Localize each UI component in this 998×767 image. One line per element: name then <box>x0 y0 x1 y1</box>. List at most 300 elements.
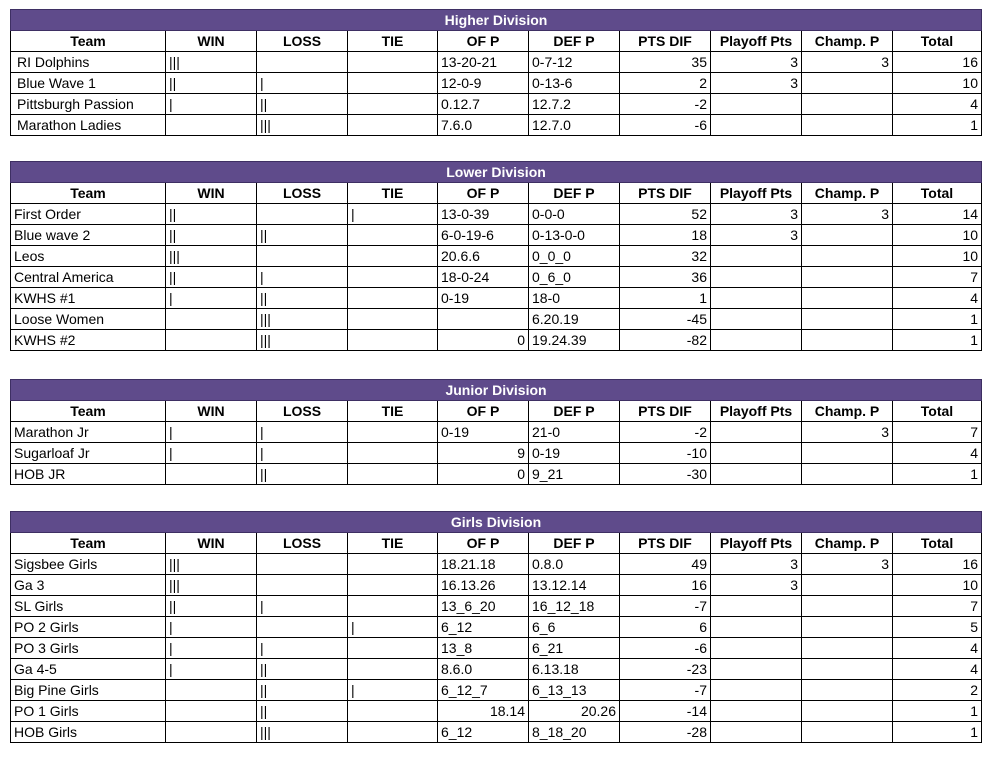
stat-cell: -30 <box>620 464 711 485</box>
stat-cell: 21-0 <box>529 422 620 443</box>
stat-cell: 16 <box>620 575 711 596</box>
stat-cell <box>166 722 257 743</box>
stat-cell <box>348 722 438 743</box>
stat-cell <box>802 443 893 464</box>
stat-cell: || <box>166 204 257 225</box>
column-header: Team <box>11 533 166 554</box>
column-header: Playoff Pts <box>711 183 802 204</box>
division-section <box>10 161 981 351</box>
column-header: OF P <box>438 183 529 204</box>
stat-cell: 12-0-9 <box>438 73 529 94</box>
stat-cell: | <box>257 422 348 443</box>
stat-cell <box>711 309 802 330</box>
column-header: PTS DIF <box>620 401 711 422</box>
stat-cell: 5 <box>893 617 982 638</box>
stat-cell: 3 <box>711 73 802 94</box>
column-header: DEF P <box>529 31 620 52</box>
team-name-cell: RI Dolphins <box>11 52 166 73</box>
division-table <box>10 161 982 351</box>
stat-cell <box>711 617 802 638</box>
stat-cell: 6 <box>620 617 711 638</box>
stat-cell: ||| <box>257 115 348 136</box>
stat-cell: 35 <box>620 52 711 73</box>
stat-cell <box>348 309 438 330</box>
stat-cell: || <box>166 267 257 288</box>
stat-cell: 2 <box>893 680 982 701</box>
stat-cell: 0-0-0 <box>529 204 620 225</box>
stat-cell: 14 <box>893 204 982 225</box>
stat-cell: 6_6 <box>529 617 620 638</box>
column-header: WIN <box>166 183 257 204</box>
stat-cell: 1 <box>620 288 711 309</box>
stat-cell: 36 <box>620 267 711 288</box>
table-row <box>11 309 982 330</box>
stat-cell <box>348 330 438 351</box>
stat-cell: 18.21.18 <box>438 554 529 575</box>
stat-cell: 20.6.6 <box>438 246 529 267</box>
stat-cell: 10 <box>893 225 982 246</box>
division-title: Girls Division <box>11 512 982 533</box>
stat-cell: 7 <box>893 422 982 443</box>
stat-cell: 6.13.18 <box>529 659 620 680</box>
stat-cell <box>711 246 802 267</box>
stat-cell: ||| <box>166 246 257 267</box>
table-row <box>11 722 982 743</box>
stat-cell: 6_12 <box>438 722 529 743</box>
stat-cell <box>802 722 893 743</box>
stat-cell <box>711 330 802 351</box>
stat-cell: ||| <box>257 330 348 351</box>
team-name-cell: Blue Wave 1 <box>11 73 166 94</box>
stat-cell: -14 <box>620 701 711 722</box>
header-row <box>11 183 982 204</box>
stat-cell: | <box>257 73 348 94</box>
stat-cell: || <box>257 680 348 701</box>
column-header: DEF P <box>529 533 620 554</box>
stat-cell: 19.24.39 <box>529 330 620 351</box>
team-name-cell: First Order <box>11 204 166 225</box>
table-row <box>11 330 982 351</box>
column-header: Total <box>893 31 982 52</box>
column-header: TIE <box>348 401 438 422</box>
stat-cell: 13_6_20 <box>438 596 529 617</box>
stat-cell: 16 <box>893 554 982 575</box>
team-name-cell: PO 2 Girls <box>11 617 166 638</box>
stat-cell <box>711 443 802 464</box>
stat-cell: 4 <box>893 659 982 680</box>
stat-cell: ||| <box>257 309 348 330</box>
stat-cell <box>166 309 257 330</box>
stat-cell: 13-20-21 <box>438 52 529 73</box>
stat-cell <box>802 701 893 722</box>
stat-cell <box>802 246 893 267</box>
stat-cell: 16_12_18 <box>529 596 620 617</box>
stat-cell: 8.6.0 <box>438 659 529 680</box>
stat-cell <box>348 659 438 680</box>
column-header: LOSS <box>257 31 348 52</box>
column-header: PTS DIF <box>620 533 711 554</box>
stat-cell <box>348 73 438 94</box>
stat-cell <box>438 309 529 330</box>
stat-cell: | <box>166 659 257 680</box>
team-name-cell: Sigsbee Girls <box>11 554 166 575</box>
stat-cell <box>802 680 893 701</box>
column-header: Total <box>893 401 982 422</box>
stat-cell: -45 <box>620 309 711 330</box>
stat-cell <box>802 638 893 659</box>
stat-cell <box>348 443 438 464</box>
division-table <box>10 379 982 485</box>
table-row <box>11 267 982 288</box>
stat-cell <box>711 722 802 743</box>
team-name-cell: Leos <box>11 246 166 267</box>
stat-cell: | <box>257 638 348 659</box>
stat-cell: 12.7.0 <box>529 115 620 136</box>
team-name-cell: Big Pine Girls <box>11 680 166 701</box>
stat-cell: 16.13.26 <box>438 575 529 596</box>
team-name-cell: Blue wave 2 <box>11 225 166 246</box>
division-title: Junior Division <box>11 380 982 401</box>
stat-cell: 4 <box>893 288 982 309</box>
stat-cell: 0-7-12 <box>529 52 620 73</box>
table-row <box>11 554 982 575</box>
column-header: TIE <box>348 183 438 204</box>
stat-cell: | <box>348 204 438 225</box>
stat-cell <box>348 52 438 73</box>
stat-cell: 18.14 <box>438 701 529 722</box>
stat-cell: 10 <box>893 73 982 94</box>
stat-cell: 0.12.7 <box>438 94 529 115</box>
column-header: Champ. P <box>802 401 893 422</box>
division-table <box>10 9 982 136</box>
table-row <box>11 443 982 464</box>
stat-cell: -10 <box>620 443 711 464</box>
stat-cell: ||| <box>257 722 348 743</box>
stat-cell: 3 <box>711 204 802 225</box>
stat-cell: 1 <box>893 330 982 351</box>
table-row <box>11 680 982 701</box>
division-title: Higher Division <box>11 10 982 31</box>
team-name-cell: KWHS #1 <box>11 288 166 309</box>
stat-cell: || <box>257 701 348 722</box>
stat-cell: 49 <box>620 554 711 575</box>
table-row <box>11 464 982 485</box>
stat-cell: || <box>257 225 348 246</box>
table-row <box>11 52 982 73</box>
column-header: WIN <box>166 533 257 554</box>
stat-cell: || <box>166 73 257 94</box>
stat-cell <box>348 701 438 722</box>
stat-cell <box>711 115 802 136</box>
stat-cell <box>348 422 438 443</box>
stat-cell: | <box>348 617 438 638</box>
stat-cell: -7 <box>620 680 711 701</box>
stat-cell <box>348 596 438 617</box>
stat-cell: ||| <box>166 575 257 596</box>
stat-cell: | <box>166 422 257 443</box>
stat-cell: -2 <box>620 94 711 115</box>
division-table <box>10 511 982 743</box>
team-name-cell: HOB Girls <box>11 722 166 743</box>
stat-cell: 0.8.0 <box>529 554 620 575</box>
table-row <box>11 701 982 722</box>
table-row <box>11 204 982 225</box>
team-name-cell: Sugarloaf Jr <box>11 443 166 464</box>
team-name-cell: Loose Women <box>11 309 166 330</box>
stat-cell: ||| <box>166 52 257 73</box>
stat-cell: 1 <box>893 115 982 136</box>
stat-cell: || <box>166 225 257 246</box>
team-name-cell: Marathon Ladies <box>11 115 166 136</box>
stat-cell: -2 <box>620 422 711 443</box>
column-header: Champ. P <box>802 533 893 554</box>
stat-cell: 6_12 <box>438 617 529 638</box>
column-header: Team <box>11 183 166 204</box>
column-header: Total <box>893 533 982 554</box>
stat-cell: 3 <box>802 422 893 443</box>
stat-cell: 0-19 <box>529 443 620 464</box>
column-header: Champ. P <box>802 183 893 204</box>
stat-cell: -82 <box>620 330 711 351</box>
stat-cell <box>348 225 438 246</box>
stat-cell: 18-0 <box>529 288 620 309</box>
stat-cell <box>257 575 348 596</box>
stat-cell <box>348 115 438 136</box>
stat-cell <box>711 288 802 309</box>
column-header: Team <box>11 31 166 52</box>
stat-cell <box>802 659 893 680</box>
stat-cell: -7 <box>620 596 711 617</box>
column-header: LOSS <box>257 533 348 554</box>
table-row <box>11 617 982 638</box>
column-header: PTS DIF <box>620 183 711 204</box>
stat-cell: 18 <box>620 225 711 246</box>
stat-cell: 1 <box>893 722 982 743</box>
stat-cell <box>802 73 893 94</box>
stat-cell: -6 <box>620 115 711 136</box>
stat-cell <box>166 680 257 701</box>
team-name-cell: SL Girls <box>11 596 166 617</box>
header-row <box>11 533 982 554</box>
team-name-cell: PO 3 Girls <box>11 638 166 659</box>
stat-cell: 10 <box>893 246 982 267</box>
stat-cell: || <box>257 659 348 680</box>
stat-cell: 3 <box>802 204 893 225</box>
stat-cell: 10 <box>893 575 982 596</box>
stat-cell <box>711 638 802 659</box>
stat-cell: 3 <box>711 575 802 596</box>
stat-cell <box>711 701 802 722</box>
stat-cell <box>257 617 348 638</box>
stat-cell: 13-0-39 <box>438 204 529 225</box>
stat-cell <box>711 596 802 617</box>
stat-cell: 9 <box>438 443 529 464</box>
table-row <box>11 94 982 115</box>
table-row <box>11 115 982 136</box>
column-header: TIE <box>348 533 438 554</box>
division-section <box>10 9 981 136</box>
stat-cell <box>348 638 438 659</box>
stat-cell: 3 <box>711 225 802 246</box>
table-row <box>11 596 982 617</box>
column-header: DEF P <box>529 183 620 204</box>
stat-cell: 13_8 <box>438 638 529 659</box>
stat-cell: 3 <box>711 52 802 73</box>
stat-cell: 6-0-19-6 <box>438 225 529 246</box>
stat-cell <box>348 288 438 309</box>
team-name-cell: Ga 4-5 <box>11 659 166 680</box>
stat-cell: 1 <box>893 309 982 330</box>
column-header: WIN <box>166 31 257 52</box>
stat-cell: 0-19 <box>438 422 529 443</box>
table-row <box>11 659 982 680</box>
stat-cell: || <box>257 464 348 485</box>
table-row <box>11 73 982 94</box>
table-row <box>11 422 982 443</box>
column-header: DEF P <box>529 401 620 422</box>
stat-cell: || <box>257 94 348 115</box>
column-header: WIN <box>166 401 257 422</box>
stat-cell <box>802 596 893 617</box>
team-name-cell: PO 1 Girls <box>11 701 166 722</box>
table-row <box>11 246 982 267</box>
stat-cell <box>802 309 893 330</box>
column-header: Champ. P <box>802 31 893 52</box>
team-name-cell: Central America <box>11 267 166 288</box>
stat-cell: 3 <box>711 554 802 575</box>
stat-cell: | <box>166 288 257 309</box>
stat-cell: | <box>257 443 348 464</box>
team-name-cell: Marathon Jr <box>11 422 166 443</box>
stat-cell: 8_18_20 <box>529 722 620 743</box>
column-header: OF P <box>438 533 529 554</box>
stat-cell <box>802 575 893 596</box>
stat-cell: || <box>166 596 257 617</box>
stat-cell: 0_6_0 <box>529 267 620 288</box>
stat-cell <box>348 246 438 267</box>
team-name-cell: Pittsburgh Passion <box>11 94 166 115</box>
stat-cell: -28 <box>620 722 711 743</box>
stat-cell: 32 <box>620 246 711 267</box>
stat-cell: 6.20.19 <box>529 309 620 330</box>
stat-cell <box>802 225 893 246</box>
stat-cell: | <box>166 617 257 638</box>
team-name-cell: HOB JR <box>11 464 166 485</box>
stat-cell <box>711 267 802 288</box>
stat-cell <box>802 288 893 309</box>
stat-cell: 52 <box>620 204 711 225</box>
column-header: Playoff Pts <box>711 31 802 52</box>
division-section <box>10 511 981 743</box>
stat-cell <box>348 267 438 288</box>
stat-cell <box>711 464 802 485</box>
division-section <box>10 379 981 485</box>
stat-cell: 6_13_13 <box>529 680 620 701</box>
stat-cell <box>802 94 893 115</box>
stat-cell: 9_21 <box>529 464 620 485</box>
stat-cell: 3 <box>802 554 893 575</box>
stat-cell: 6_12_7 <box>438 680 529 701</box>
stat-cell: | <box>166 443 257 464</box>
stat-cell: ||| <box>166 554 257 575</box>
stat-cell <box>348 575 438 596</box>
team-name-cell: KWHS #2 <box>11 330 166 351</box>
stat-cell: | <box>257 596 348 617</box>
stat-cell: | <box>166 94 257 115</box>
stat-cell: 18-0-24 <box>438 267 529 288</box>
stat-cell <box>166 115 257 136</box>
stat-cell <box>166 330 257 351</box>
stat-cell <box>802 330 893 351</box>
stat-cell <box>257 246 348 267</box>
division-title: Lower Division <box>11 162 982 183</box>
stat-cell <box>348 464 438 485</box>
stat-cell: | <box>348 680 438 701</box>
stat-cell <box>348 94 438 115</box>
stat-cell: | <box>166 638 257 659</box>
stat-cell: 7.6.0 <box>438 115 529 136</box>
stat-cell: 6_21 <box>529 638 620 659</box>
stat-cell: 0 <box>438 464 529 485</box>
stat-cell: 4 <box>893 94 982 115</box>
stat-cell <box>802 115 893 136</box>
header-row <box>11 31 982 52</box>
stat-cell <box>166 701 257 722</box>
table-row <box>11 288 982 309</box>
stat-cell <box>711 659 802 680</box>
stat-cell: 16 <box>893 52 982 73</box>
stat-cell <box>802 617 893 638</box>
table-row <box>11 638 982 659</box>
team-name-cell: Ga 3 <box>11 575 166 596</box>
header-row <box>11 401 982 422</box>
column-header: OF P <box>438 401 529 422</box>
table-row <box>11 575 982 596</box>
stat-cell: 2 <box>620 73 711 94</box>
stat-cell <box>802 267 893 288</box>
stat-cell: 7 <box>893 596 982 617</box>
stat-cell <box>257 52 348 73</box>
stat-cell: 1 <box>893 701 982 722</box>
stat-cell: | <box>257 267 348 288</box>
stat-cell: 4 <box>893 638 982 659</box>
stat-cell: 0-19 <box>438 288 529 309</box>
column-header: TIE <box>348 31 438 52</box>
stat-cell: 3 <box>802 52 893 73</box>
column-header: LOSS <box>257 183 348 204</box>
column-header: Playoff Pts <box>711 401 802 422</box>
stat-cell: || <box>257 288 348 309</box>
column-header: Total <box>893 183 982 204</box>
stat-cell: 12.7.2 <box>529 94 620 115</box>
stat-cell <box>257 554 348 575</box>
stat-cell: 0 <box>438 330 529 351</box>
stat-cell <box>166 464 257 485</box>
stat-cell <box>711 680 802 701</box>
stat-cell: 1 <box>893 464 982 485</box>
stat-cell: 0-13-0-0 <box>529 225 620 246</box>
column-header: PTS DIF <box>620 31 711 52</box>
stat-cell: 4 <box>893 443 982 464</box>
table-row <box>11 225 982 246</box>
stat-cell: -23 <box>620 659 711 680</box>
stat-cell: 0_0_0 <box>529 246 620 267</box>
column-header: Team <box>11 401 166 422</box>
stat-cell: 20.26 <box>529 701 620 722</box>
stat-cell <box>711 422 802 443</box>
stat-cell: 7 <box>893 267 982 288</box>
stat-cell: 0-13-6 <box>529 73 620 94</box>
